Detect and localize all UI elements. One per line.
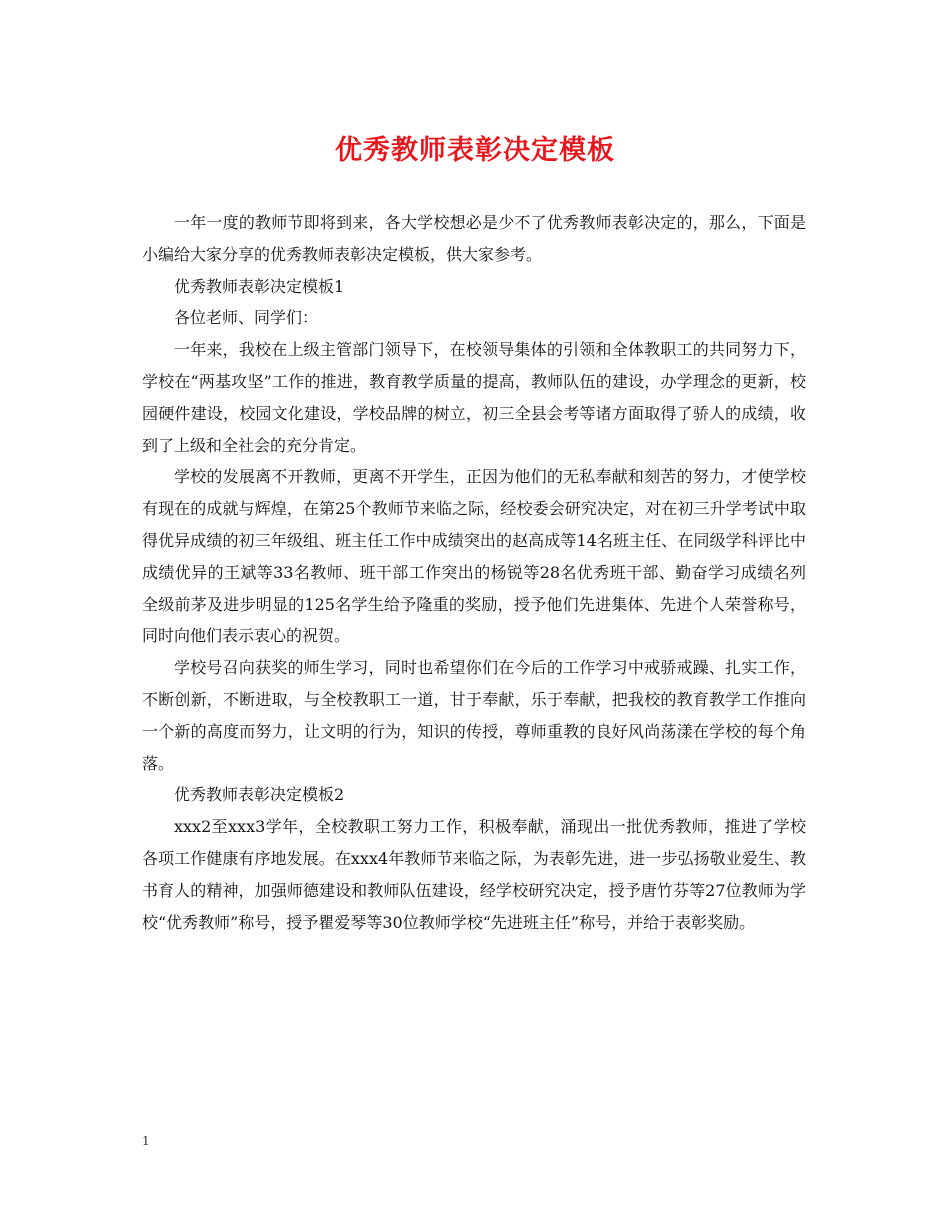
- salutation: 各位老师、同学们：: [174, 308, 319, 328]
- body-paragraph: 一年来，我校在上级主管部门领导下，在校领导集体的引领和全体教职工的共同努力下，学校在“两基攻坚”工作的推进，教育教学质量的提高，教师队伍的建设，办学理念的更新，校园硬件建设，校园文化建设，学校品牌的树立，初三全县会考等诸方面取得了骄人的成绩，收到了上级和全社会的充分肯定。: [142, 340, 806, 455]
- intro-paragraph: 一年一度的教师节即将到来，各大学校想必是少不了优秀教师表彰决定的，那么，下面是小编给大家分享的优秀教师表彰决定模板，供大家参考。: [142, 213, 806, 264]
- section-heading-template-2: 优秀教师表彰决定模板2: [174, 785, 345, 805]
- body-paragraph: 学校的发展离不开教师，更离不开学生，正因为他们的无私奉献和刻苦的努力，才使学校有现在的成就与辉煌，在第25个教师节来临之际，经校委会研究决定，对在初三升学考试中取得优异成绩的初三年级组、班主任工作中成绩突出的赵高成等14名班主任、在同级学科评比中成绩优异的王斌等33名教师、班干部工作突出的杨锐等28名优秀班干部、勤奋学习成绩名列全级前茅及进步明显的125名学生给予隆重的奖励，授予他们先进集体、先进个人荣誉称号，同时向他们表示衷心的祝贺。: [142, 467, 806, 646]
- document-title: 优秀教师表彰决定模板: [335, 135, 615, 166]
- page-number: 1: [142, 1134, 150, 1148]
- body-paragraph: xxx2至xxx3学年，全校教职工努力工作，积极奉献，涌现出一批优秀教师，推进了学校各项工作健康有序地发展。在xxx4年教师节来临之际，为表彰先进，进一步弘扬敬业爱生、教书育人的精神，加强师德建设和教师队伍建设，经学校研究决定，授予唐竹芬等27位教师为学校“优秀教师”称号，授予瞿爱琴等30位教师学校“先进班主任”称号，并给于表彰奖励。: [142, 817, 806, 932]
- section-heading-template-1: 优秀教师表彰决定模板1: [174, 276, 345, 296]
- document-body: [142, 207, 806, 938]
- body-paragraph: 学校号召向获奖的师生学习，同时也希望你们在今后的工作学习中戒骄戒躁、扎实工作，不断创新，不断进取，与全校教职工一道，甘于奉献，乐于奉献，把我校的教育教学工作推向一个新的高度而努力，让文明的行为，知识的传授，尊师重教的良好风尚荡漾在学校的每个角落。: [142, 658, 806, 773]
